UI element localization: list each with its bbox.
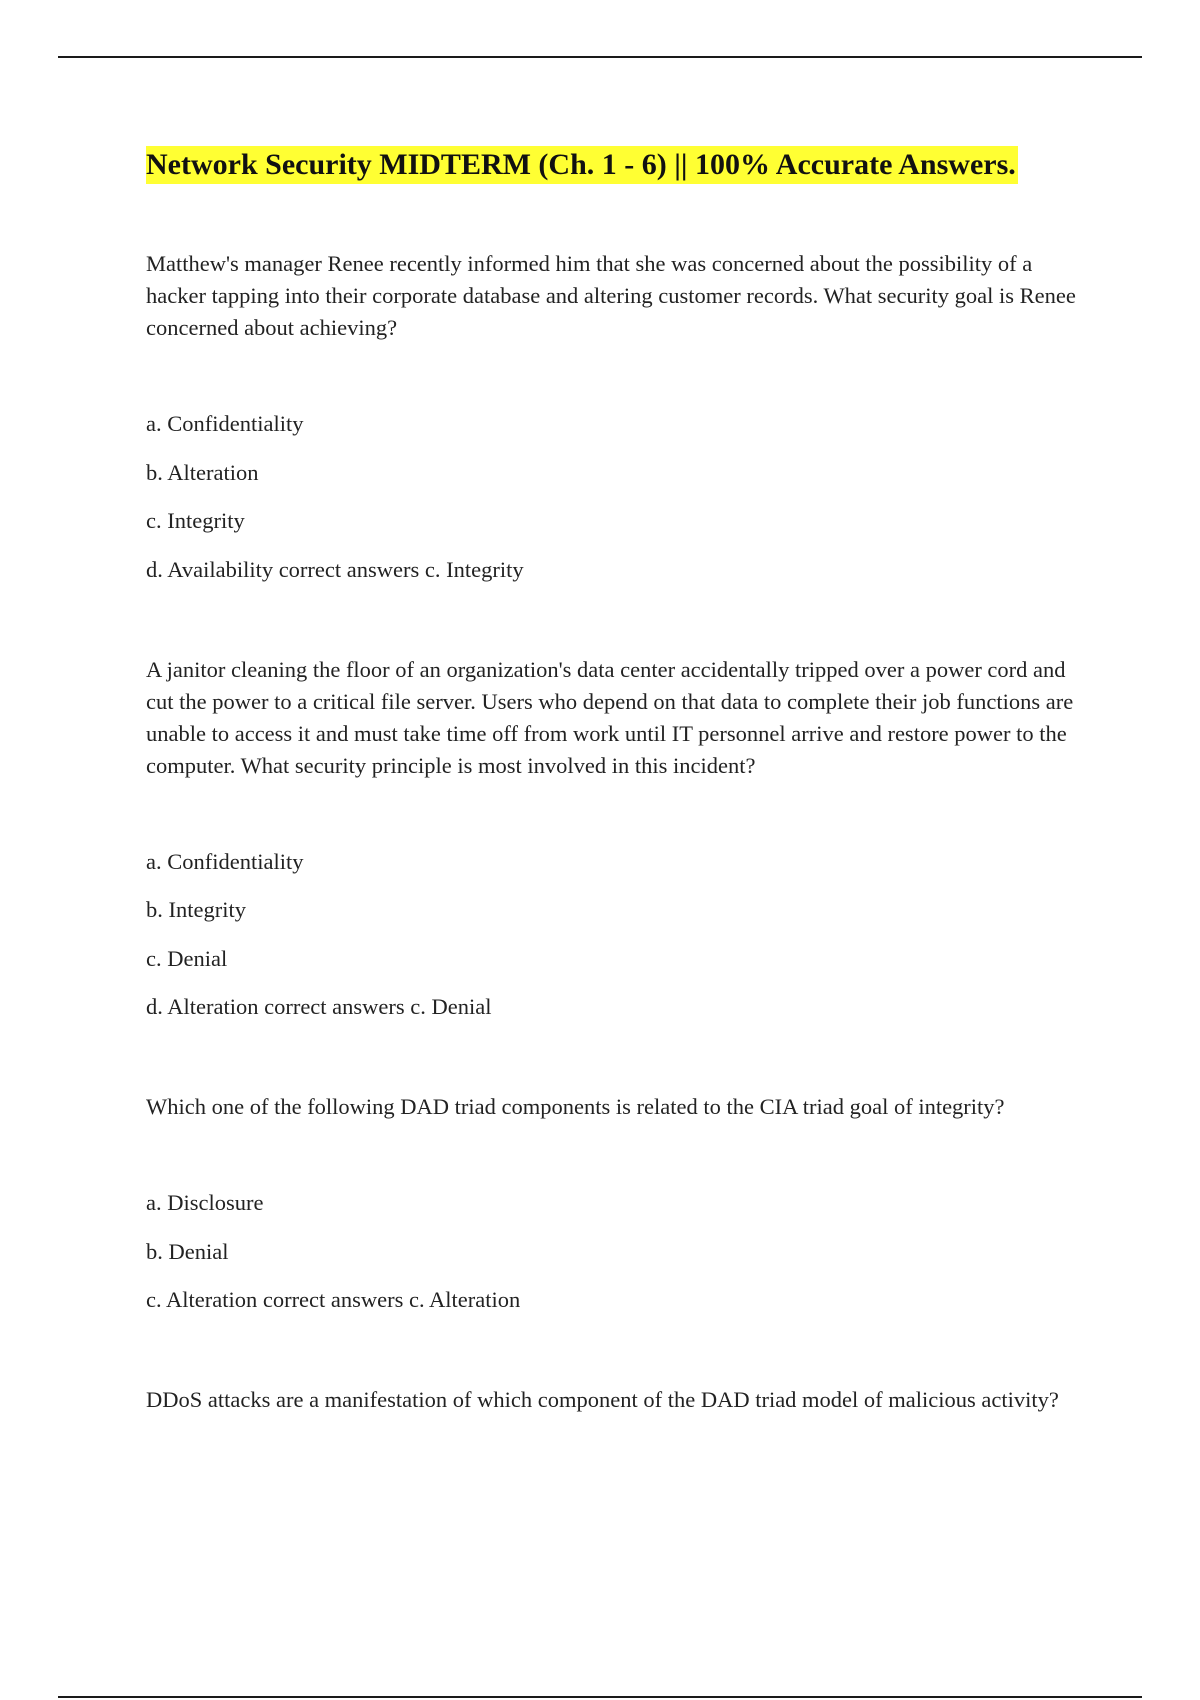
answer-option: b. Integrity <box>146 897 246 922</box>
answer-option: b. Denial <box>146 1238 229 1264</box>
question-text: Which one of the following DAD triad components is related to the CIA triad goal of integrity? <box>146 1094 1005 1119</box>
answer-option: c. Integrity <box>146 508 245 533</box>
answer-option: a. Disclosure <box>146 1190 264 1215</box>
question-block-1 <box>146 248 1086 586</box>
question-block-4 <box>146 1384 1086 1416</box>
answer-option: c. Denial <box>146 945 228 971</box>
question-block-3 <box>146 1091 1086 1316</box>
answer-option: a. Confidentiality <box>146 848 304 874</box>
header-rule <box>58 56 1142 58</box>
footer-rule <box>58 1696 1142 1698</box>
question-block-2 <box>146 654 1086 1024</box>
answer-option: d. Alteration correct answers c. Denial <box>146 994 492 1019</box>
question-text: A janitor cleaning the floor of an organization's data center accidentally tripped over a power cord and cut the power to a critical file server. Users who depend on that data to complete their job functions are unable to access it and must take time off from work until IT personnel arrive and restore power to the computer. What security principle is most involved in this incident? <box>146 656 1074 778</box>
answer-option: b. Alteration <box>146 459 259 485</box>
answer-options <box>146 408 1086 586</box>
answer-options <box>146 846 1086 1024</box>
question-text: Matthew's manager Renee recently informed him that she was concerned about the possibility of a hacker tapping into their corporate database and altering customer records. What security goal is Renee concerned about achieving? <box>146 251 1076 340</box>
answer-options <box>146 1187 1086 1316</box>
question-text: DDoS attacks are a manifestation of which component of the DAD triad model of malicious activity? <box>146 1387 1059 1412</box>
answer-option: a. Confidentiality <box>146 411 304 436</box>
document-title: Network Security MIDTERM (Ch. 1 - 6) || 100% Accurate Answers. <box>146 146 1018 184</box>
answer-option: d. Availability correct answers c. Integrity <box>146 556 524 582</box>
document-body <box>146 146 1086 1416</box>
answer-option: c. Alteration correct answers c. Alteration <box>146 1287 521 1312</box>
